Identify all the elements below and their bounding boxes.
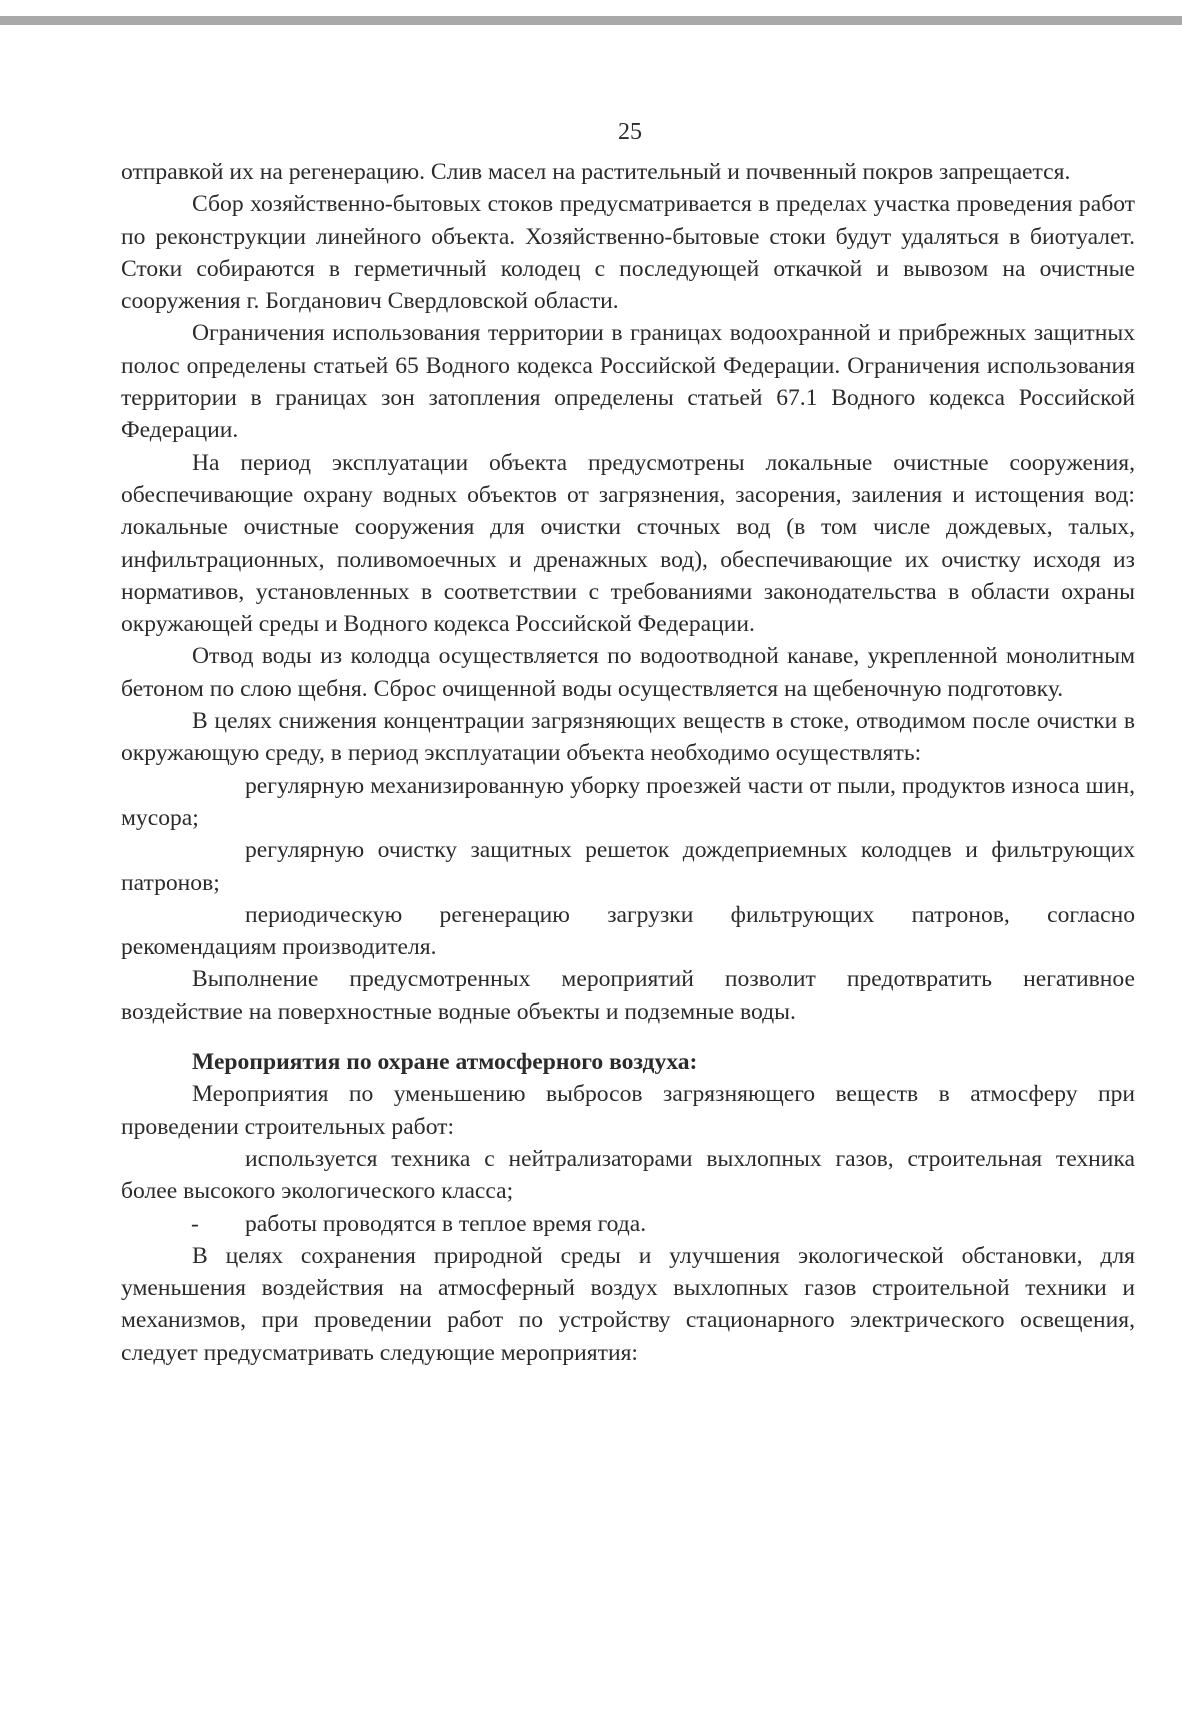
section-heading-air-protection: Мероприятия по охране атмосферного воздуха:: [192, 1049, 698, 1076]
paragraph-domestic-sewage: Сбор хозяйственно-бытовых стоков предусматривается в пределах участка проведения работ по реконструкции линейного объекта. Хозяйственно-бытовые стоки будут удаляться в биотуалет. Стоки собираются в герметичный колодец с последующей откачкой и вывозом на очистные сооружения г. Богданович Свердловской области.: [121, 191, 1135, 315]
paragraph-oil-disposal: отправкой их на регенерацию. Слив масел на растительный и почвенный покров запрещается.: [121, 159, 1071, 185]
list-item-grate-cleaning: регулярную очистку защитных решеток дождеприемных колодцев и фильтрующих патронов;: [121, 837, 1135, 896]
list-item-text: работы проводятся в теплое время года.: [245, 1210, 647, 1237]
paragraph-pollutant-reduction: В целях снижения концентрации загрязняющих веществ в стоке, отводимом после очистки в окружающую среду, в период эксплуатации объекта необходимо осуществлять:: [121, 708, 1135, 767]
paragraph-local-treatment-facilities: На период эксплуатации объекта предусмотрены локальные очистные сооружения, обеспечивающие охрану водных объектов от загрязнения, засорения, заиления и истощения вод: локальные очистные сооружения для очистки сточных вод (в том числе дождевых, талых, инфильтрационных, поливомоечных и дренажных вод), обеспечивающие их очистку исходя из нормативов, установленных в соответствии с требованиями законодательства в области охраны окружающей среды и Водного кодекса Российской Федерации.: [121, 449, 1135, 638]
page-number: 25: [618, 119, 642, 145]
paragraph-water-protection-zones: Ограничения использования территории в границах водоохранной и прибрежных защитных полос определены статьей 65 Водного кодекса Российской Федерации. Ограничения использования территории в границах зон затопления определены статьей 67.1 Водного кодекса Российской Федерации.: [121, 320, 1135, 444]
list-item-exhaust-neutralizers: используется техника с нейтрализаторами выхлопных газов, строительная техника более высокого экологического класса;: [121, 1145, 1135, 1205]
paragraph-water-drainage: Отвод воды из колодца осуществляется по водоотводной канаве, укрепленной монолитным бетоном по слою щебня. Сброс очищенной воды осуществляется на щебеночную подготовку.: [121, 643, 1135, 702]
paragraph-environment-preservation: В целях сохранения природной среды и улучшения экологической обстановки, для уменьшения воздействия на атмосферный воздух выхлопных газов строительной техники и механизмов, при проведении работ по устройству стационарного электрического освещения, следует предусматривать следующие мероприятия:: [121, 1242, 1135, 1366]
document-body: [121, 156, 1135, 1369]
list-item-road-cleaning: регулярную механизированную уборку проезжей части от пыли, продуктов износа шин, мусора;: [121, 772, 1135, 831]
paragraph-emission-reduction: Мероприятия по уменьшению выбросов загрязняющего веществ в атмосферу при проведении строительных работ:: [121, 1081, 1135, 1140]
list-item-warm-season: [121, 1208, 1135, 1240]
list-item-filter-regeneration: периодическую регенерацию загрузки фильтрующих патронов, согласно рекомендациям производителя.: [121, 901, 1135, 961]
scan-top-edge: [0, 16, 1182, 25]
list-dash: -: [191, 1210, 199, 1237]
paragraph-measures-effect: Выполнение предусмотренных мероприятий позволит предотвратить негативное воздействие на поверхностные водные объекты и подземные воды.: [121, 966, 1135, 1025]
